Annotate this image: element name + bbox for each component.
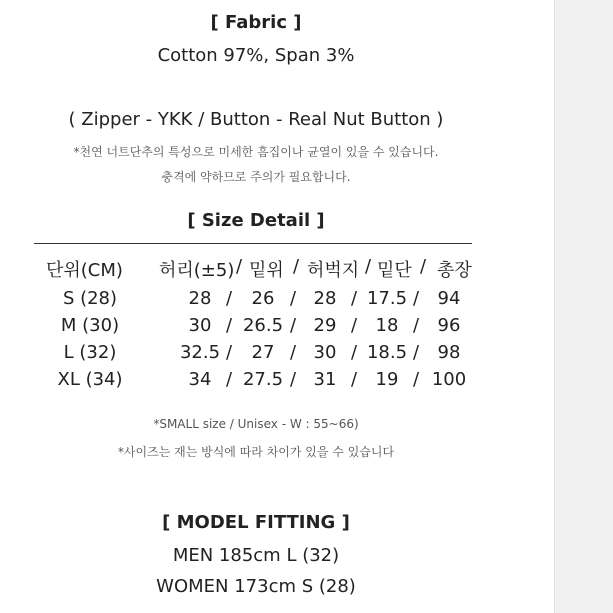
table-row [0, 369, 512, 395]
model-women: WOMEN 173cm S (28) [156, 576, 356, 597]
hem-value: 18.5 [366, 342, 408, 363]
fabric-heading: [ Fabric ] [210, 12, 302, 33]
value-separator: / [351, 342, 358, 363]
value-separator: / [290, 369, 297, 390]
value-separator: / [226, 342, 233, 363]
thigh-value: 28 [313, 288, 337, 309]
table-row [0, 288, 512, 314]
value-separator: / [290, 288, 297, 309]
size-label: M (30) [60, 315, 120, 336]
thigh-value: 31 [313, 369, 337, 390]
table-row [0, 342, 512, 368]
size-label: XL (34) [57, 369, 123, 390]
model-fitting-heading: [ MODEL FITTING ] [162, 512, 350, 533]
value-separator: / [226, 315, 233, 336]
header-separator: / [236, 256, 243, 277]
waist-value: 34 [188, 369, 212, 390]
value-separator: / [351, 315, 358, 336]
size-label: S (28) [62, 288, 118, 309]
waist-value: 30 [188, 315, 212, 336]
length-value: 96 [437, 315, 461, 336]
length-value: 94 [437, 288, 461, 309]
header-length: 총장 [437, 260, 472, 281]
value-separator: / [226, 288, 233, 309]
header-separator: / [293, 256, 300, 277]
value-separator: / [226, 369, 233, 390]
button-care-note: *천연 너트단추의 특성으로 미세한 흠집이나 균열이 있을 수 있습니다. [73, 145, 439, 159]
rise-value: 26 [251, 288, 275, 309]
value-separator: / [290, 315, 297, 336]
size-table-header [0, 256, 512, 282]
header-unit: 단위(CM) [46, 260, 123, 281]
hem-value: 19 [375, 369, 399, 390]
hardware-info: ( Zipper - YKK / Button - Real Nut Button ) [68, 109, 444, 130]
value-separator: / [413, 315, 420, 336]
divider [34, 243, 472, 244]
rise-value: 27 [251, 342, 275, 363]
header-separator: / [365, 256, 372, 277]
header-waist: 허리(±5) [159, 260, 235, 281]
impact-care-note: 충격에 약하므로 주의가 필요합니다. [161, 170, 351, 184]
model-men: MEN 185cm L (32) [172, 545, 340, 566]
value-separator: / [351, 369, 358, 390]
rise-value: 26.5 [242, 315, 284, 336]
header-separator: / [420, 256, 427, 277]
table-row [0, 315, 512, 341]
rise-value: 27.5 [242, 369, 284, 390]
value-separator: / [413, 342, 420, 363]
value-separator: / [290, 342, 297, 363]
value-separator: / [413, 369, 420, 390]
waist-value: 32.5 [179, 342, 221, 363]
measurement-note: *사이즈는 재는 방식에 따라 차이가 있을 수 있습니다 [117, 445, 395, 459]
hem-value: 18 [375, 315, 399, 336]
fabric-composition: Cotton 97%, Span 3% [157, 45, 355, 66]
length-value: 100 [431, 369, 467, 390]
size-range-note: *SMALL size / Unisex - W : 55~66) [153, 417, 359, 431]
size-label: L (32) [63, 342, 117, 363]
value-separator: / [351, 288, 358, 309]
header-rise: 밑위 [249, 260, 284, 281]
hem-value: 17.5 [366, 288, 408, 309]
header-hem: 밑단 [377, 260, 412, 281]
thigh-value: 29 [313, 315, 337, 336]
header-thigh: 허벅지 [307, 260, 360, 281]
waist-value: 28 [188, 288, 212, 309]
value-separator: / [413, 288, 420, 309]
thigh-value: 30 [313, 342, 337, 363]
length-value: 98 [437, 342, 461, 363]
side-panel [554, 0, 613, 613]
size-detail-heading: [ Size Detail ] [187, 210, 325, 231]
